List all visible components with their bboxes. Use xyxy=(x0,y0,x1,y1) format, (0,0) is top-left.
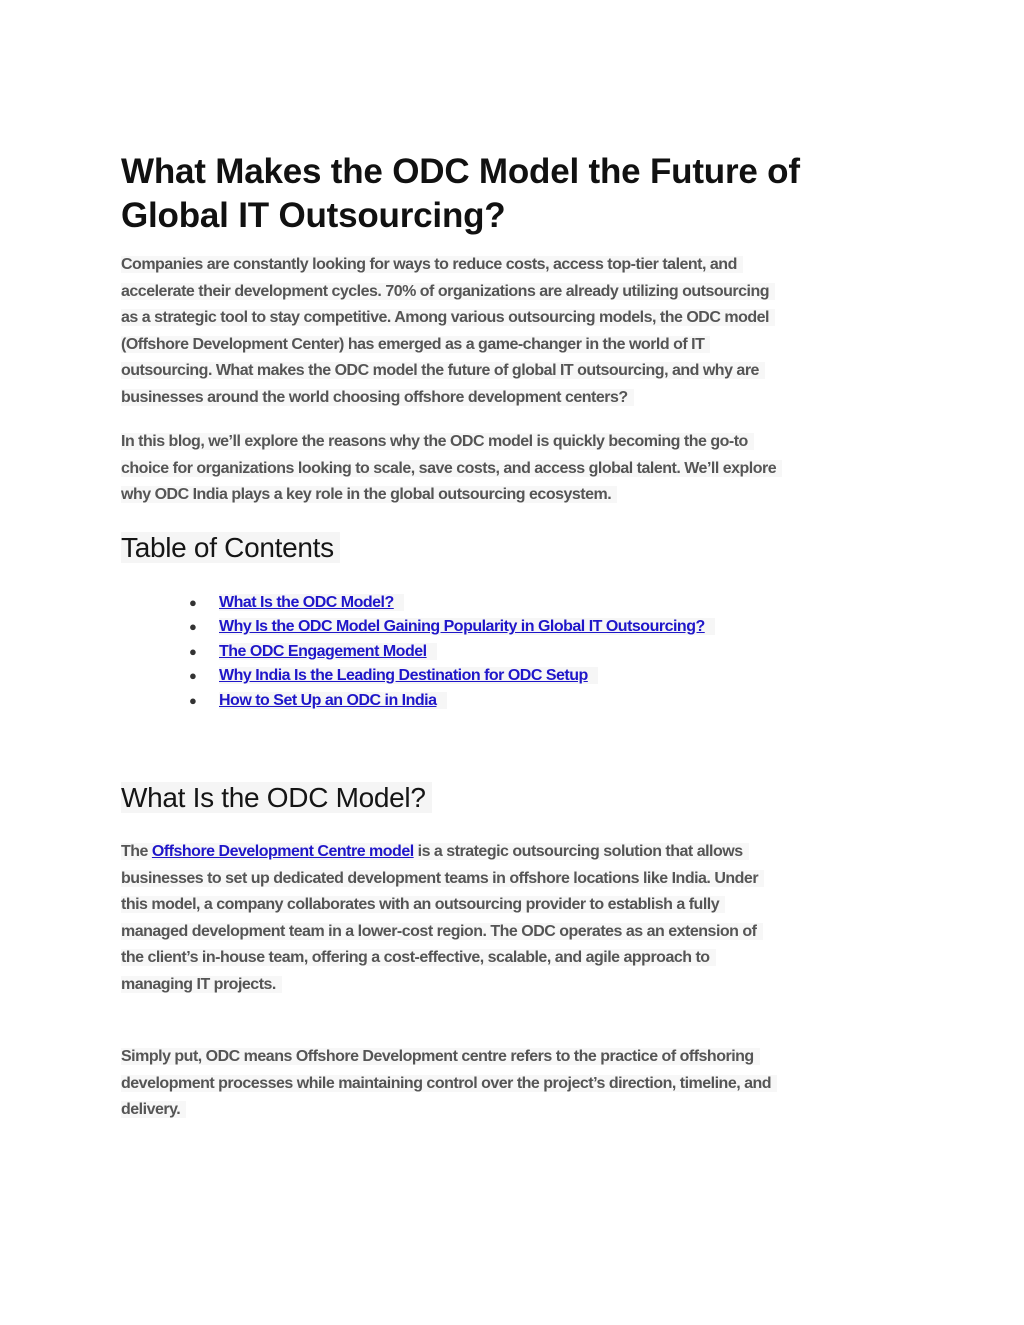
odc-paragraph-1 xyxy=(121,839,891,998)
toc-link-popularity[interactable]: Why Is the ODC Model Gaining Popularity in Global IT Outsourcing? xyxy=(219,618,715,635)
text-line xyxy=(121,843,749,860)
bullet-icon: ● xyxy=(189,619,197,634)
text-lead: The xyxy=(121,843,152,860)
intro-paragraph-2 xyxy=(121,429,906,509)
toc-link-setup-odc[interactable]: How to Set Up an ODC in India xyxy=(219,692,447,709)
text-line: Simply put, ODC means Offshore Development centre refers to the practice of offshoring xyxy=(121,1048,760,1065)
section-heading-what-is-odc xyxy=(121,779,911,817)
text-rest: is a strategic outsourcing solution that allows xyxy=(413,843,743,860)
bullet-icon: ● xyxy=(189,594,197,610)
intro-paragraph-1 xyxy=(121,252,901,411)
toc-heading-text: Table of Contents xyxy=(121,532,340,563)
text-line: Companies are constantly looking for ways to reduce costs, access top-tier talent, and xyxy=(121,256,743,273)
toc-item xyxy=(189,640,911,665)
toc-link-why-india[interactable]: Why India Is the Leading Destination for ODC Setup xyxy=(219,667,598,684)
text-line: managing IT projects. xyxy=(121,976,282,993)
document-page xyxy=(121,150,911,1124)
bullet-icon: ● xyxy=(189,692,197,708)
toc-item xyxy=(189,689,911,714)
toc-link-what-is-odc[interactable]: What Is the ODC Model? xyxy=(219,594,404,611)
bullet-icon: ● xyxy=(189,643,197,659)
bullet-icon: ● xyxy=(189,668,197,683)
toc-link-engagement-model[interactable]: The ODC Engagement Model xyxy=(219,643,437,660)
page-title: What Makes the ODC Model the Future of Global IT Outsourcing? xyxy=(121,152,800,235)
text-line: accelerate their development cycles. 70% of organizations are already utilizing outsourcing xyxy=(121,283,775,300)
text-line: choice for organizations looking to scale, save costs, and access global talent. We’ll explore xyxy=(121,460,782,477)
text-line: as a strategic tool to stay competitive. Among various outsourcing models, the ODC model xyxy=(121,309,775,326)
text-line: outsourcing. What makes the ODC model the future of global IT outsourcing, and why are xyxy=(121,362,765,379)
toc-heading xyxy=(121,529,911,567)
toc-item xyxy=(189,591,911,616)
table-of-contents xyxy=(121,591,911,714)
text-line: managed development team in a lower-cost region. The ODC operates as an extension of xyxy=(121,923,763,940)
text-line: businesses to set up dedicated development teams in offshore locations like India. Under xyxy=(121,870,764,887)
text-line: the client’s in-house team, offering a cost-effective, scalable, and agile approach to xyxy=(121,949,716,966)
toc-item xyxy=(189,615,911,640)
offshore-development-centre-link[interactable]: Offshore Development Centre model xyxy=(151,843,414,860)
odc-paragraph-2 xyxy=(121,1044,901,1124)
text-line: development processes while maintaining control over the project’s direction, timeline, and xyxy=(121,1075,777,1092)
text-line: delivery. xyxy=(121,1101,186,1118)
toc-item xyxy=(189,664,911,689)
text-line: businesses around the world choosing offshore development centers? xyxy=(121,389,634,406)
text-line: (Offshore Development Center) has emerged as a game-changer in the world of IT xyxy=(121,336,710,353)
text-line: In this blog, we’ll explore the reasons why the ODC model is quickly becoming the go-to xyxy=(121,433,754,450)
section-heading-text: What Is the ODC Model? xyxy=(121,782,432,813)
text-line: why ODC India plays a key role in the global outsourcing ecosystem. xyxy=(121,486,617,503)
text-line: this model, a company collaborates with an outsourcing provider to establish a fully xyxy=(121,896,725,913)
